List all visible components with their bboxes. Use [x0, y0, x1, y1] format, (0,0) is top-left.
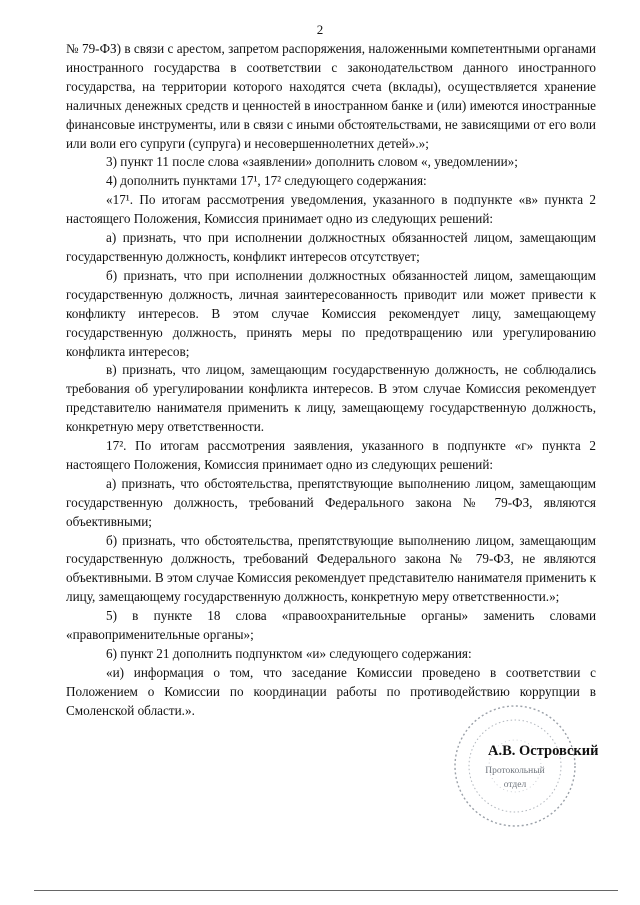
paragraph-item-5: 5) в пункте 18 слова «правоохранительные органы» заменить словами «правоприменительные органы»;	[66, 608, 596, 643]
signature-name: А.В. Островский	[488, 743, 599, 759]
paragraph-item-4: 4) дополнить пунктами 17¹, 17² следующего содержания:	[106, 173, 427, 189]
document-body	[66, 40, 596, 721]
paragraph-17-1: «17¹. По итогам рассмотрения уведомления, указанного в подпункте «в» пункта 2 настоящего Положения, Комиссия принимает одно из следующих решений:	[66, 192, 596, 227]
footer-divider	[34, 890, 618, 891]
official-stamp	[452, 703, 578, 829]
paragraph-17-1-a: а) признать, что при исполнении должностных обязанностей лицом, замещающим государственную должность, конфликт интересов отсутствует;	[66, 230, 596, 264]
paragraph-17-1-v: в) признать, что лицом, замещающим государственную должность, не соблюдались требования об урегулировании конфликта интересов. В этом случае Комиссия рекомендует представителю нанимателя применить к лицу, замещающему государственную должность, конкретную меру ответственности.	[66, 362, 596, 435]
paragraph-continuation: № 79-ФЗ) в связи с арестом, запретом распоряжения, наложенными компетентными органами иностранного государства в соответствии с законодательством данного иностранного государства, на территории которого находятся счета (вклады), осуществляется хранение наличных денежных средств и ценностей в иностранном банке и (или) имеются иностранные финансовые инструменты, или в связи с иными обстоятельствами, не зависящими от его воли или воли его супруги (супруга) и несовершеннолетних детей».»;	[66, 41, 596, 151]
paragraph-17-1-b: б) признать, что при исполнении должностных обязанностей лицом, замещающим государственную должность, личная заинтересованность приводит или может привести к конфликту интересов. В этом случае Комиссия рекомендует лицу, замещающему государственную должность, принять меры по предотвращению или урегулированию конфликта интересов;	[66, 267, 596, 359]
stamp-line-2: отдел	[503, 780, 527, 790]
paragraph-17-2: 17². По итогам рассмотрения заявления, указанного в подпункте «г» пункта 2 настоящего Положения, Комиссия принимает одно из следующих решений:	[66, 438, 596, 472]
stamp-line-1: Протокольный	[485, 766, 545, 776]
paragraph-item-6: 6) пункт 21 дополнить подпунктом «и» следующего содержания:	[106, 646, 472, 661]
paragraph-item-3: 3) пункт 11 после слова «заявлении» дополнить словом «, уведомлении»;	[106, 154, 518, 170]
paragraph-17-2-b: б) признать, что обстоятельства, препятствующие выполнению лицом, замещающим государственную должность, требований Федерального закона № 79-ФЗ, не являются объективными. В этом случае Комиссия рекомендует представителю нанимателя применить к лицу, замещающему государственную должность, конкретную меру ответственности.»;	[66, 532, 596, 605]
paragraph-item-6-i: «и) информация о том, что заседание Комиссии проведено в соответствии с Положением о Комиссии по координации работы по противодействию коррупции в Смоленской области.».	[66, 664, 596, 718]
page-number: 2	[316, 22, 324, 37]
paragraph-17-2-a: а) признать, что обстоятельства, препятствующие выполнению лицом, замещающим государственную должность, требований Федерального закона № 79-ФЗ, являются объективными;	[66, 475, 596, 529]
